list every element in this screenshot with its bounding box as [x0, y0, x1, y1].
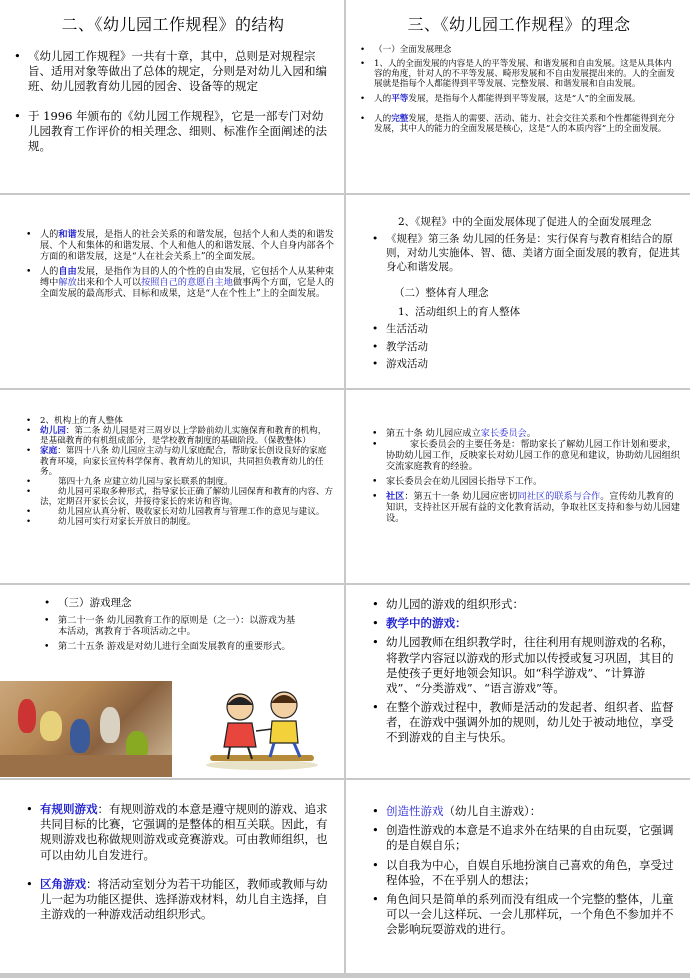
text: 以自我为中心，自娱自乐地扮演自己喜欢的角色，享受过程体验，不在乎别人的想法；	[386, 857, 674, 887]
text: 幼儿园的游戏的组织形式：	[386, 597, 524, 611]
bullet-paragraph	[358, 823, 680, 853]
floor	[0, 755, 172, 777]
bullet-icon: •	[14, 49, 21, 63]
bullet-paragraph	[12, 229, 334, 262]
bullet-paragraph	[12, 49, 334, 95]
bullet-paragraph	[12, 487, 334, 507]
text: ：第四十八条 幼儿园应主动与幼儿家庭配合，帮助家长创设良好的家庭教育环境，向家长宣传科学保育、教育幼儿的知识，共同担负教育幼儿的任务。	[40, 446, 327, 477]
bullet-icon: •	[372, 635, 379, 650]
bullet-paragraph	[358, 439, 680, 472]
text: 角色间只是简单的系列而没有组成一个完整的整体，儿童可以一会儿这样玩、一会儿那样玩，一个角色不参加并不会影响玩耍游戏的进行。	[386, 891, 674, 937]
text: 发展，是指人的需要、活动、能力、社会交往关系和个性都能得到充分发展，其中人的能力的全面发展是核心，这是“人的本质内容”上的全面发展。	[374, 113, 675, 134]
children-classroom-photo	[0, 681, 172, 777]
text: 出来和个人可以	[76, 277, 142, 289]
text: ：有规则游戏的本意是遵守规则的游戏、追求共同目标的比赛，它强调的是整体的相互关联。因此，有规则游戏也称做规则游戏或竞赛游戏。可由教师组织，也可以由幼儿自发进行。	[40, 802, 328, 862]
slide-overall-development	[346, 195, 690, 388]
slide-parents-committee	[346, 390, 690, 583]
text: 第二十一条 幼儿园教育工作的原则是（之一）：以游戏为基本活动，寓教育于各项活动之中。	[58, 614, 296, 637]
section-heading: （二）整体育人理念	[394, 286, 489, 299]
list-item	[358, 341, 680, 355]
bullet-icon: •	[360, 59, 366, 70]
bullet-icon: •	[26, 517, 32, 528]
bullet-paragraph	[358, 635, 680, 696]
text: 第五十条 幼儿园应成立	[386, 428, 481, 439]
slide-title: 三、《幼儿园工作规程》的理念	[407, 15, 631, 34]
bullet-icon: •	[372, 891, 379, 906]
slide-title: 二、《幼儿园工作规程》的结构	[61, 15, 285, 34]
keyword: 创造性游戏	[386, 804, 444, 818]
bullet-icon: •	[372, 700, 379, 715]
slide-philosophy	[346, 0, 690, 193]
text: 发展，是指每个人都能得到平等发展，这是“人”的全面发展。	[408, 93, 641, 104]
text: 幼儿园可采取多种形式，指导家长正确了解幼儿园保育和教育的内容、方法，定期召开家长会议，并接待家长的来访和咨询。	[40, 486, 334, 508]
child-figure	[18, 699, 36, 733]
child-figure	[70, 719, 90, 753]
paragraph-text: 于 1996 年颁布的《幼儿园工作规程》，它是一部专门对幼儿园教育工作评价的相关理念、细则、标准作全面阐述的法规。	[28, 108, 327, 153]
bullet-paragraph	[12, 517, 334, 527]
bullet-paragraph	[12, 597, 334, 611]
keyword: 幼儿园	[40, 426, 66, 437]
text: 第四十九条 应建立幼儿园与家长联系的制度。	[58, 476, 233, 487]
text: 第二十五条 游戏是对幼儿进行全面发展教育的重要形式。	[58, 640, 291, 652]
bullet-paragraph	[12, 266, 334, 299]
subsection-heading: 1、活动组织上的育人整体	[398, 305, 521, 318]
slide-harmony-freedom	[0, 195, 344, 388]
bullet-icon: •	[372, 340, 379, 353]
bullet-icon: •	[372, 491, 378, 503]
highlight: 解放	[58, 277, 77, 289]
bullet-paragraph	[358, 114, 680, 134]
slide-structure	[0, 0, 344, 193]
text: 人的	[374, 93, 392, 104]
keyword: 平等	[391, 93, 409, 104]
slide-institution	[0, 390, 344, 583]
bullet-icon: •	[360, 45, 366, 55]
text: 家长委员会的主要任务是：帮助家长了解幼儿园工作计划和要求，协助幼儿园工作，反映家长对幼儿园工作的意见和建议，协助幼儿园组织交流家庭教育的经验。	[386, 439, 680, 473]
text: 游戏活动	[386, 358, 428, 371]
bullet-icon: •	[14, 108, 21, 123]
text: 人的	[40, 229, 59, 240]
text: 做事两个方面，它是人的全面发展的最高形式、目标和成果，这是“人在个性上”上的全面发展。	[40, 277, 334, 300]
slide-rule-games	[0, 780, 344, 973]
bullet-paragraph	[358, 616, 680, 631]
text: ：将活动室划分为若干功能区，教师或教师与幼儿一起为功能区提供、选择游戏材料，幼儿自主选择，自主游戏的一种游戏活动组织形式。	[40, 876, 328, 922]
text: 创造性游戏的本意是不追求外在结果的自由玩耍，它强调的是自娱自乐；	[386, 823, 674, 853]
bullet-paragraph	[358, 59, 680, 89]
bullet-icon: •	[372, 428, 378, 439]
text: 家长委员会在幼儿园园长指导下工作。	[386, 476, 543, 488]
bullet-paragraph	[12, 802, 334, 863]
bullet-icon: •	[44, 614, 50, 626]
text: 幼儿园应认真分析、吸收家长对幼儿园教育与管理工作的意见与建议。	[58, 507, 325, 518]
keyword: 自由	[58, 266, 77, 278]
bullet-paragraph	[12, 446, 334, 476]
paragraph-text: 《幼儿园工作规程》一共有十章，其中，总则是对规程宗旨、适用对象等做出了总体的规定，分则是对幼儿入园和编班、幼儿园教育幼儿园的园舍、设备等的规定	[28, 49, 327, 94]
keyword: 家庭	[40, 446, 58, 457]
children-playing-illustration	[200, 685, 324, 771]
bullet-icon: •	[360, 113, 366, 124]
bullet-icon: •	[26, 229, 32, 240]
bullet-paragraph	[358, 700, 680, 746]
bullet-paragraph	[358, 233, 680, 275]
keyword: 和谐	[58, 229, 77, 240]
text: ：第二条 幼儿园是对三周岁以上学龄前幼儿实施保育和教育的机构，是基础教育的有机组成部分，是学校教育制度的基础阶段。（保教整体）	[40, 426, 327, 447]
list-item	[358, 323, 680, 337]
keyword: 完整	[391, 113, 409, 124]
bullet-icon: •	[372, 597, 379, 611]
bullet-icon: •	[26, 507, 32, 518]
bullet-paragraph	[358, 45, 680, 55]
slide-game-organization	[346, 585, 690, 778]
bullet-paragraph	[358, 804, 680, 819]
bullet-icon: •	[44, 597, 51, 609]
bullet-icon: •	[44, 640, 50, 652]
text: 。宣传幼儿教育的知识，支持社区开展有益的文化教育活动，争取社区支持和参与幼儿园建设。	[386, 491, 680, 525]
text: 。	[526, 428, 536, 439]
bullet-icon: •	[372, 804, 379, 818]
text: ：第五十一条 幼儿园应密切	[404, 491, 518, 503]
bullet-paragraph	[12, 109, 334, 155]
keyword: 有规则游戏	[40, 802, 98, 816]
bullet-icon: •	[26, 446, 32, 457]
text: （三）游戏理念	[58, 597, 132, 609]
slide-creative-games	[346, 780, 690, 973]
bullet-icon: •	[372, 823, 379, 838]
bullet-paragraph	[358, 858, 680, 888]
bullet-icon: •	[372, 476, 378, 488]
text: 2、机构上的育人整体	[40, 416, 123, 426]
paragraph-text: 《规程》第三条 幼儿园的任务是：实行保育与教育相结合的原则，对幼儿实施体、智、德、美诸方面全面发展的教育，促进其身心和谐发展。	[386, 233, 680, 273]
bullet-icon: •	[26, 802, 33, 816]
text: 教学活动	[386, 340, 428, 353]
bullet-icon: •	[26, 266, 32, 278]
highlight: 家长委员会	[480, 428, 527, 439]
keyword: 社区	[386, 491, 405, 503]
child-figure	[100, 707, 120, 743]
bullet-icon: •	[26, 426, 32, 437]
text: 发展，是指作为目的人的个性的自由发展，它包括个人从某种束缚中	[40, 266, 334, 289]
bullet-paragraph	[358, 892, 680, 938]
bullet-paragraph	[358, 94, 680, 104]
bullet-paragraph	[12, 477, 334, 487]
bullet-paragraph	[12, 877, 334, 923]
bullet-icon: •	[360, 93, 366, 104]
text: 人的	[374, 113, 392, 124]
bullet-paragraph	[12, 615, 334, 637]
bullet-paragraph	[358, 428, 680, 439]
highlight: 按照自己的意愿自主地	[141, 277, 233, 289]
bullet-paragraph	[12, 426, 334, 446]
child-figure	[40, 711, 62, 741]
text: 人的	[40, 266, 59, 278]
list-item	[358, 358, 680, 372]
bullet-paragraph	[358, 491, 680, 524]
bullet-paragraph	[358, 597, 680, 612]
text: 幼儿园可实行对家长开放日的制度。	[58, 517, 196, 528]
bullet-paragraph	[12, 416, 334, 426]
bullet-icon: •	[26, 876, 33, 891]
bullet-paragraph	[358, 476, 680, 487]
bullet-icon: •	[372, 322, 379, 335]
text: 在整个游戏过程中，教师是活动的发起者、组织者、监督者，在游戏中强调外加的规则，幼儿处于被动地位，享受不到游戏的自主与快乐。	[386, 700, 674, 745]
text: 生活活动	[386, 322, 428, 335]
bullet-icon: •	[26, 476, 32, 487]
text: 发展，是指人的社会关系的和谐发展，包括个人和人类的和谐发展、个人和集体的和谐发展、个人和他人的和谐发展、个人自身内部各个方面的和谐发展，这是“人在社会关系上”的全面发展。	[40, 229, 334, 263]
bullet-paragraph	[12, 507, 334, 517]
bullet-icon: •	[372, 616, 379, 631]
text: （幼儿自主游戏）：	[443, 804, 542, 818]
section-heading: 2、《规程》中的全面发展体现了促进人的全面发展理念	[398, 216, 652, 228]
keyword: 教学中的游戏：	[386, 616, 467, 631]
bullet-icon: •	[372, 857, 379, 872]
bullet-icon: •	[372, 233, 379, 246]
bullet-icon: •	[372, 439, 378, 451]
keyword: 区角游戏	[40, 876, 86, 891]
highlight: 同社区的联系与合作	[517, 491, 601, 503]
bullet-paragraph	[12, 641, 334, 652]
bullet-icon: •	[26, 416, 32, 426]
text: 幼儿园教师在组织教学时，往往利用有规则游戏的名称，将教学内容冠以游戏的形式加以传授或复习巩固，其目的是使孩子更好地领会知识。如“科学游戏”、“计算游戏”、“分类游戏”、“语言游戏”等。	[386, 635, 674, 695]
bullet-icon: •	[372, 358, 379, 371]
paragraph-text: 1、人的全面发展的内容是人的平等发展、和谐发展和自由发展。这是从具体内容的角度，针对人的不平等发展、畸形发展和不自由发展提出来的。人的全面发展就是指每个人都能得到平等发展、完整发展、和谐发展和自由发展。	[374, 59, 675, 90]
section-heading: （一）全面发展理念	[374, 45, 452, 55]
bullet-icon: •	[26, 486, 32, 497]
slide-game-philosophy	[0, 585, 344, 778]
